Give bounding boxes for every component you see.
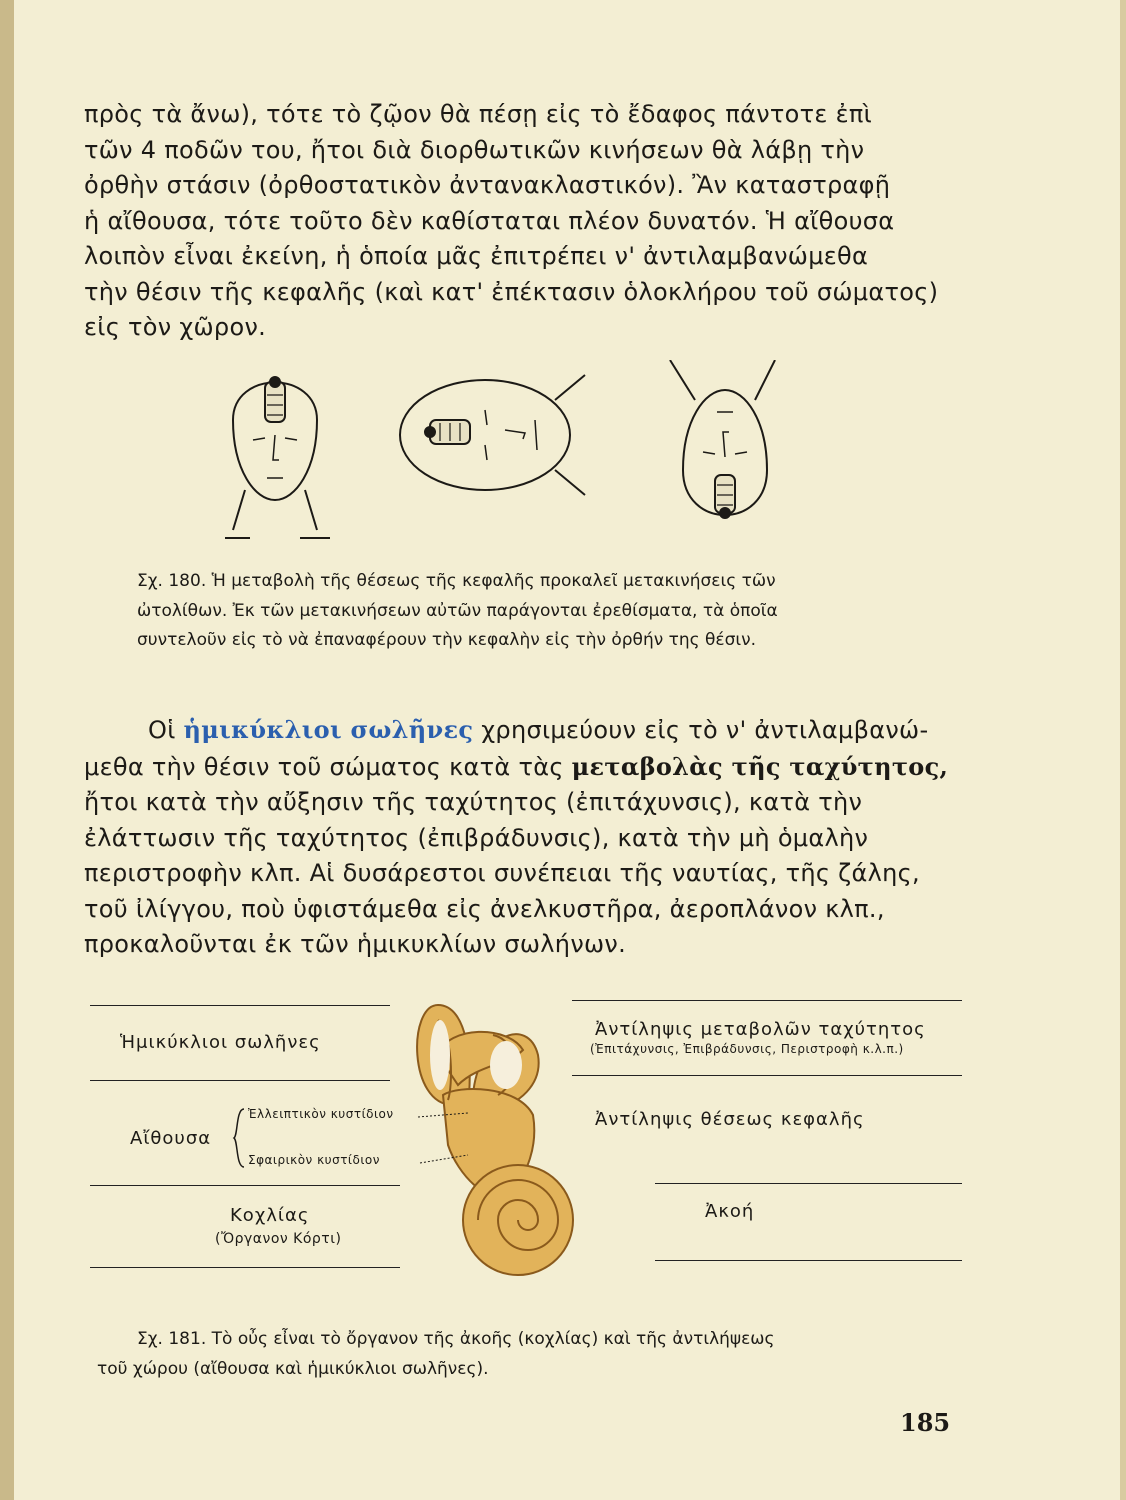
label-hearing: Ἀκοή [705, 1201, 755, 1222]
divider-line [572, 1000, 962, 1001]
text-fragment: Οἱ [148, 716, 184, 744]
label-saccule: Σφαιρικὸν κυστίδιον [248, 1153, 380, 1167]
page-number: 185 [900, 1408, 951, 1437]
divider-line [572, 1075, 962, 1076]
divider-line [655, 1260, 962, 1261]
head-lying-illustration [400, 375, 585, 495]
text-line [84, 712, 964, 749]
brace-icon [232, 1107, 246, 1169]
label-cochlea: Κοχλίας [230, 1205, 310, 1226]
paragraph-semicircular [84, 712, 964, 963]
head-position-figure [225, 360, 825, 540]
divider-line [90, 1185, 400, 1186]
label-organ-of-corti: (Ὄργανον Κόρτι) [215, 1231, 342, 1247]
label-semicircular-canals: Ἡμικύκλιοι σωλῆνες [120, 1032, 321, 1053]
page-right-edge [1120, 0, 1126, 1500]
text-line: τοῦ ἰλίγγου, ποὺ ὑφιστάμεθα εἰς ἀνελκυστῆρα, ἀεροπλάνον κλπ., [84, 894, 885, 923]
highlighted-term: ἡμικύκλιοι σωλῆνες [183, 715, 474, 744]
inner-ear-diagram [90, 995, 970, 1285]
text-line: ὀρθὴν στάσιν (ὀρθοστατικὸν ἀντανακλαστικόν). Ἂν καταστραφῇ [84, 171, 891, 199]
text-line: τῶν 4 ποδῶν του, ἤτοι διὰ διορθωτικῶν κινήσεων θὰ λάβῃ τὴν [84, 135, 865, 164]
head-inverted-illustration [670, 360, 775, 518]
figure-181-caption [97, 1325, 967, 1384]
bold-term: μεταβολὰς τῆς ταχύτητος, [571, 751, 949, 781]
divider-line [90, 1080, 390, 1081]
divider-line [655, 1183, 962, 1184]
ear-labyrinth-illustration [398, 995, 598, 1285]
text-line: ἡ αἴθουσα, τότε τοῦτο δὲν καθίσταται πλέον δυνατόν. Ἡ αἴθουσα [84, 206, 895, 235]
text-line: λοιπὸν εἶναι ἐκείνη, ἡ ὁποία μᾶς ἐπιτρέπει ν' ἀντιλαμβανώμεθα [84, 242, 869, 270]
text-line: εἰς τὸν χῶρον. [84, 313, 267, 341]
caption-line: ὠτολίθων. Ἐκ τῶν μετακινήσεων αὐτῶν παράγονται ἐρεθίσματα, τὰ ὁποῖα [137, 600, 778, 621]
paragraph-vestibule [84, 97, 964, 346]
figure-180-caption [137, 567, 967, 656]
caption-line: τοῦ χώρου (αἴθουσα καὶ ἡμικύκλιοι σωλῆνες). [97, 1358, 489, 1379]
label-speed-examples: (Ἐπιτάχυνσις, Ἐπιβράδυνσις, Περιστροφὴ κ.λ.π.) [590, 1042, 904, 1056]
divider-line [90, 1005, 390, 1006]
divider-line [90, 1267, 400, 1268]
text-line: προκαλοῦνται ἐκ τῶν ἡμικυκλίων σωλήνων. [84, 930, 627, 958]
text-line: ἐλάττωσιν τῆς ταχύτητος (ἐπιβράδυνσις), κατὰ τὴν μὴ ὁμαλὴν [84, 823, 869, 852]
text-line: περιστροφὴν κλπ. Αἱ δυσάρεστοι συνέπειαι τῆς ναυτίας, τῆς ζάλης, [84, 859, 920, 887]
page-binding-edge [0, 0, 14, 1500]
text-line: ἤτοι κατὰ τὴν αὔξησιν τῆς ταχύτητος (ἐπιτάχυνσις), κατὰ τὴν [84, 788, 863, 816]
label-speed-perception: Ἀντίληψις μεταβολῶν ταχύτητος [595, 1019, 926, 1040]
label-vestibule: Αἴθουσα [130, 1128, 212, 1149]
head-upright-illustration [225, 377, 330, 538]
label-utricle: Ἐλλειπτικὸν κυστίδιον [248, 1107, 394, 1121]
caption-line: Σχ. 181. Τὸ οὖς εἶναι τὸ ὄργανον τῆς ἀκοῆς (κοχλίας) καὶ τῆς ἀντιλήψεως [137, 1329, 775, 1349]
label-head-position: Ἀντίληψις θέσεως κεφαλῆς [595, 1109, 865, 1130]
text-fragment: χρησιμεύουν εἰς τὸ ν' ἀντιλαμβανώ- [473, 716, 929, 744]
caption-line: Σχ. 180. Ἡ μεταβολὴ τῆς θέσεως τῆς κεφαλῆς προκαλεῖ μετακινήσεις τῶν [137, 571, 776, 591]
text-line: πρὸς τὰ ἄνω), τότε τὸ ζῷον θὰ πέσῃ εἰς τὸ ἔδαφος πάντοτε ἐπὶ [84, 100, 873, 128]
text-line: τὴν θέσιν τῆς κεφαλῆς (καὶ κατ' ἐπέκτασιν ὁλοκλήρου τοῦ σώματος) [84, 277, 939, 306]
text-fragment: μεθα τὴν θέσιν τοῦ σώματος κατὰ τὰς [84, 752, 572, 781]
text-line [84, 749, 964, 786]
caption-line: συντελοῦν εἰς τὸ νὰ ἐπαναφέρουν τὴν κεφαλὴν εἰς τὴν ὀρθήν της θέσιν. [137, 630, 757, 650]
